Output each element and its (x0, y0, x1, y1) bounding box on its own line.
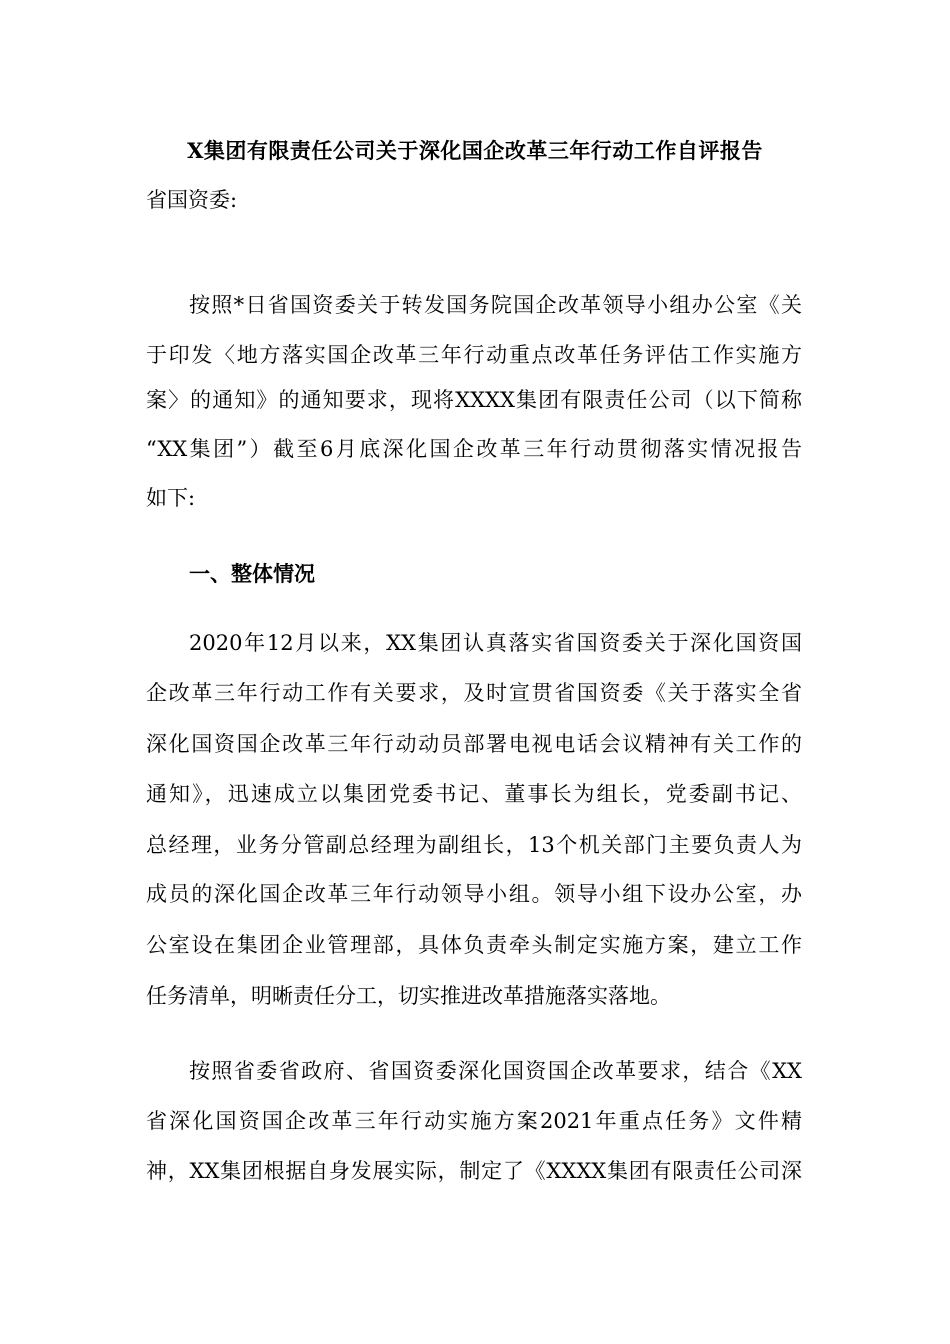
paragraph-1-line-1: 按照*日省国资委关于转发国务院国企改革领导小组办公室《关 (189, 293, 802, 317)
paragraph-1-line-5: 如下: (146, 486, 196, 510)
paragraph-1-line-3: 案〉的通知》的通知要求，现将XXXX集团有限责任公司（以下简称 (146, 388, 802, 412)
paragraph-1-line-4: “XX集团”）截至6月底深化国企改革三年行动贯彻落实情况报告 (146, 437, 802, 461)
paragraph-3-line-3: 神，XX集团根据自身发展实际，制定了《XXXX集团有限责任公司深 (146, 1159, 802, 1183)
paragraph-2-line-7: 公室设在集团企业管理部，具体负责牵头制定实施方案，建立工作 (146, 933, 802, 957)
paragraph-2-line-4: 通知》，迅速成立以集团党委书记、董事长为组长，党委副书记、 (146, 782, 802, 806)
paragraph-3-line-1: 按照省委省政府、省国资委深化国资国企改革要求，结合《XX (189, 1059, 802, 1083)
paragraph-2-line-8: 任务清单，明晰责任分工，切实推进改革措施落实落地。 (146, 984, 671, 1008)
paragraph-2-line-2: 企改革三年行动工作有关要求，及时宣贯省国资委《关于落实全省 (146, 681, 802, 705)
salutation: 省国资委: (146, 188, 238, 212)
paragraph-2-line-5: 总经理，业务分管副总经理为副组长，13个机关部门主要负责人为 (146, 833, 802, 857)
section-heading-1: 一、整体情况 (189, 561, 315, 586)
paragraph-2-line-6: 成员的深化国企改革三年行动领导小组。领导小组下设办公室，办 (146, 882, 802, 906)
paragraph-2-line-1: 2020年12月以来，XX集团认真落实省国资委关于深化国资国 (189, 631, 802, 655)
paragraph-2-line-3: 深化国资国企改革三年行动动员部署电视电话会议精神有关工作的 (146, 732, 802, 756)
paragraph-3-line-2: 省深化国资国企改革三年行动实施方案2021年重点任务》文件精 (146, 1109, 802, 1133)
paragraph-1-line-2: 于印发〈地方落实国企改革三年行动重点改革任务评估工作实施方 (146, 343, 802, 367)
document-title: X集团有限责任公司关于深化国企改革三年行动工作自评报告 (187, 138, 763, 163)
